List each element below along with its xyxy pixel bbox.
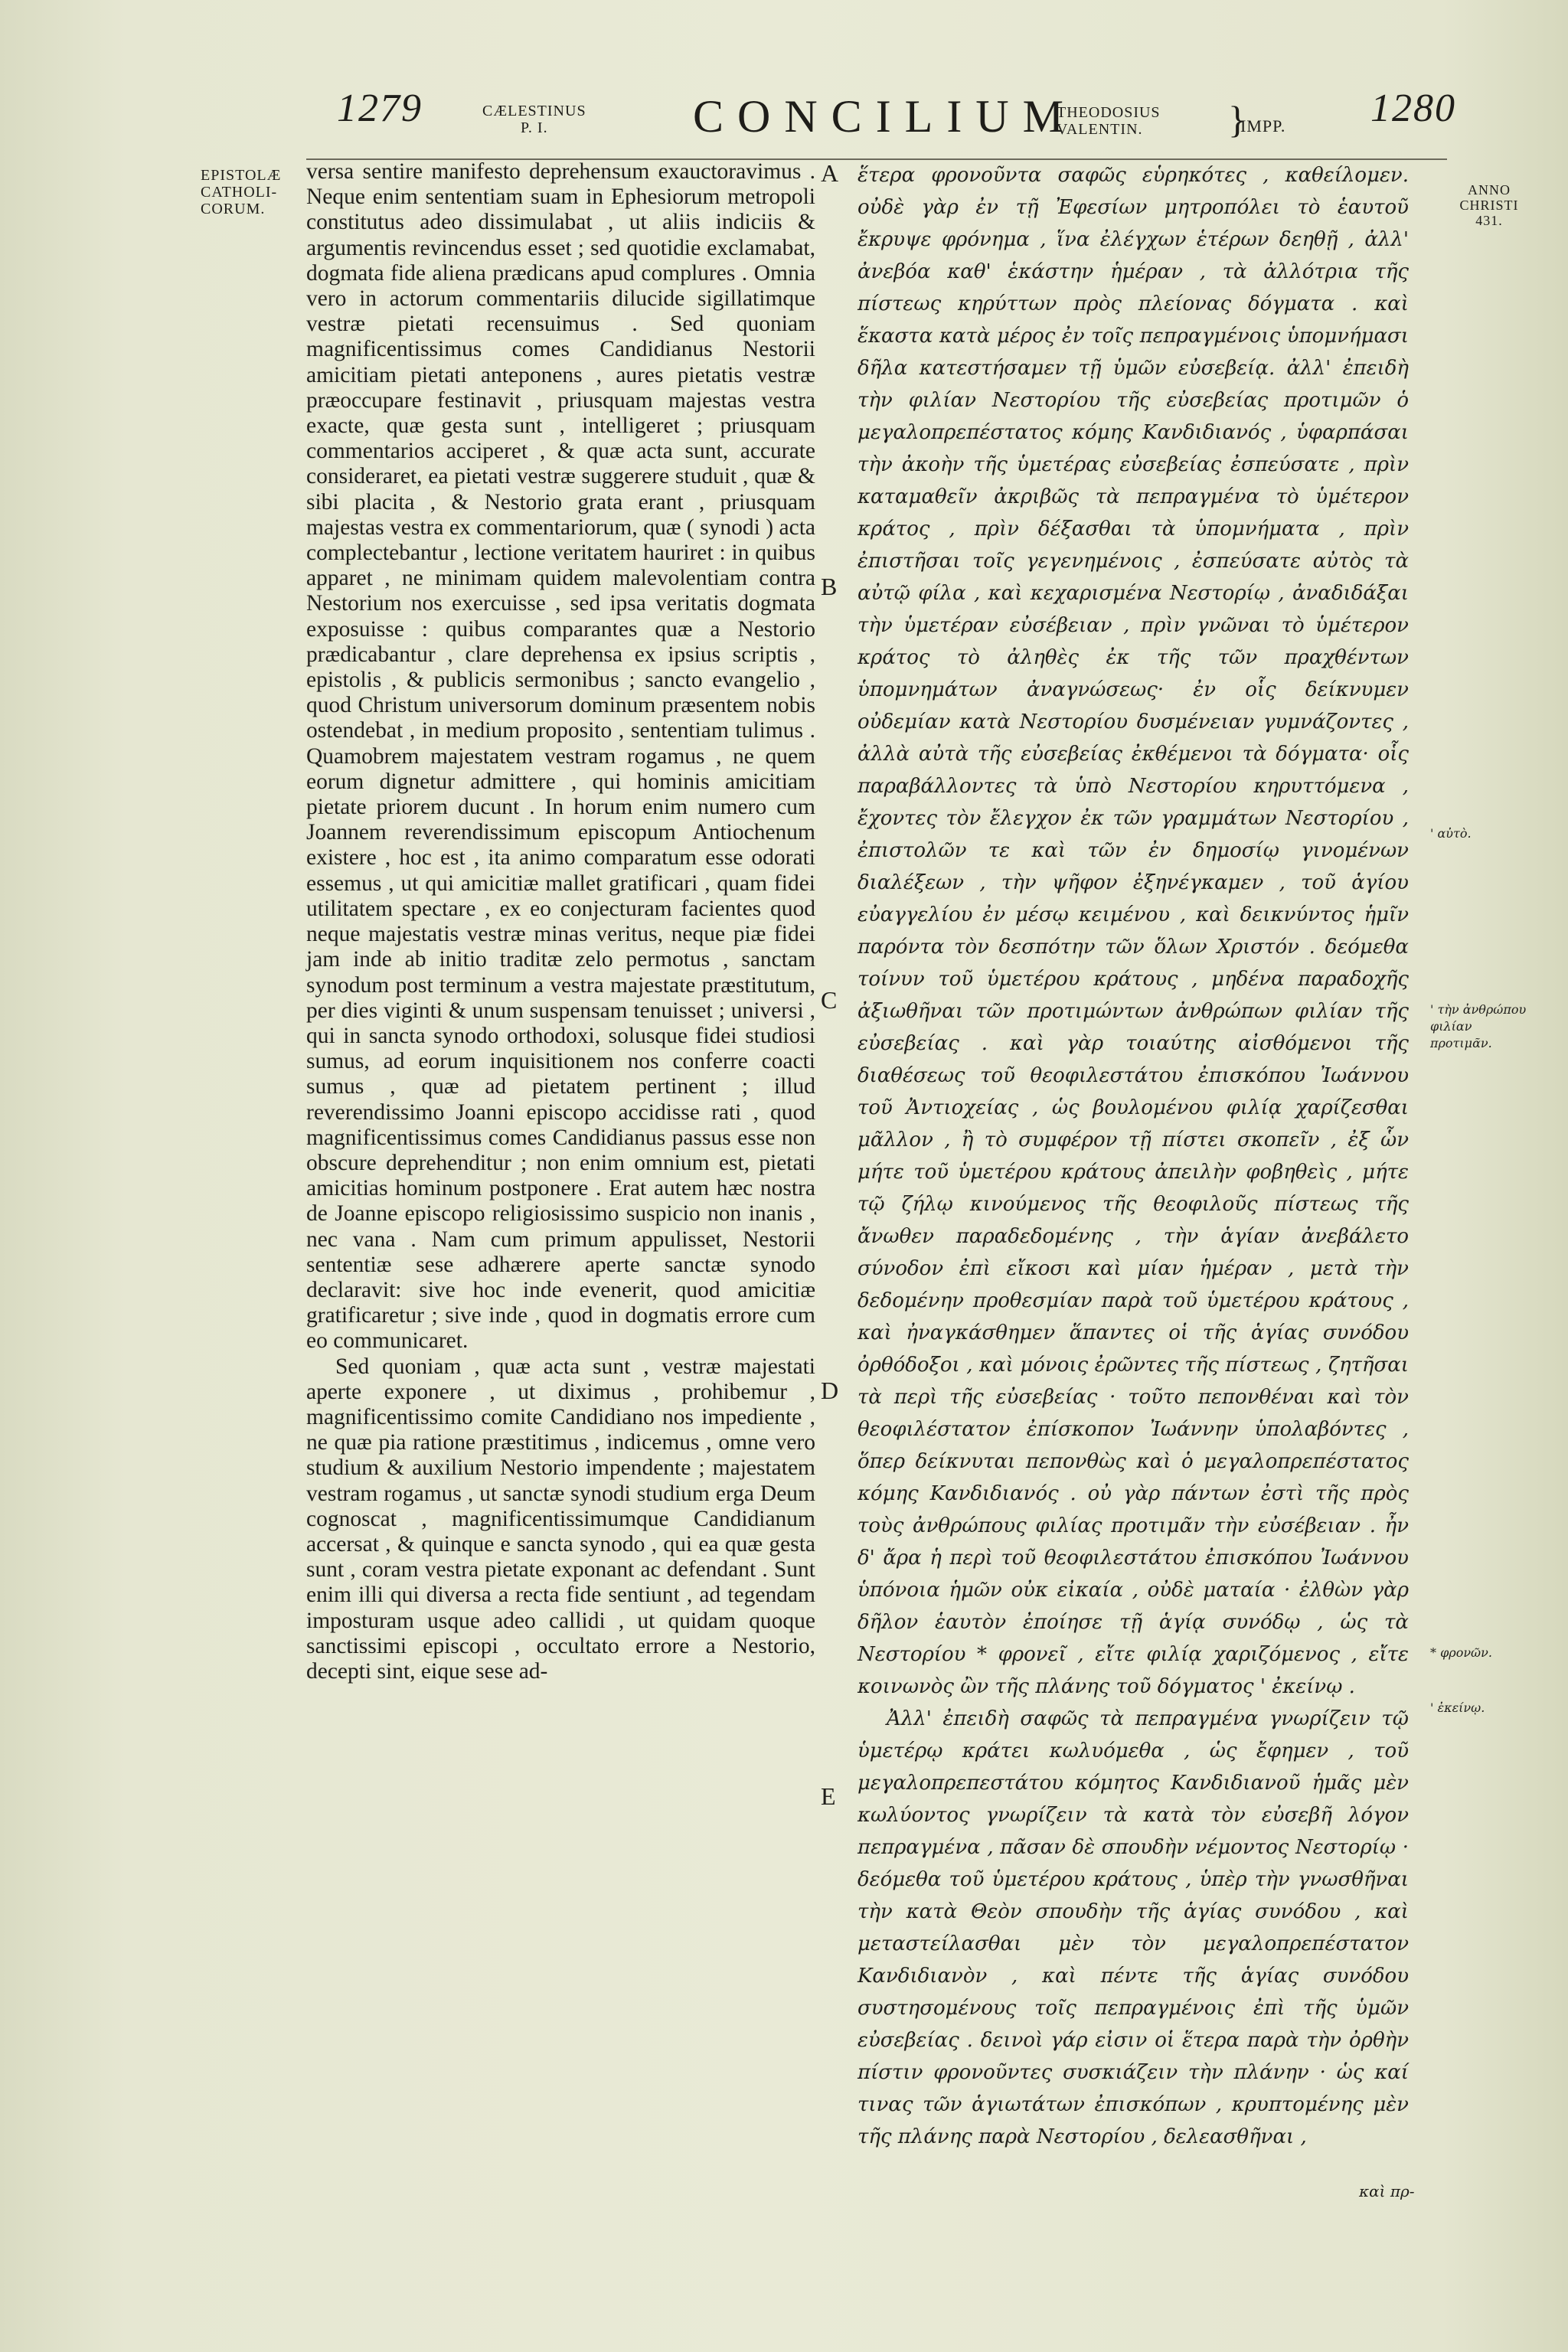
- greek-paragraph: ἕτερα φρονοῦντα σαφῶς εὑρηκότες , καθείλομεν. οὐδὲ γὰρ ἐν τῇ Ἐφεσίων μητροπόλει τὸ ἑαυτοῦ ἔκρυψε φρόνημα , ἵνα ἐλέγχων ἑτέρων δεηθῇ , ἀλλ' ἀνεβόα καθ' ἑκάστην ἡμέραν , τὰ ἀλλότρια τῆς πίστεως κηρύττων πρὸς πλείονας δόγματα . καὶ ἕκαστα κατὰ μέρος ἐν τοῖς πεπραγμένοις ὑπομνήμασι δῆλα κατεστήσαμεν τῇ ὑμῶν εὐσεβείᾳ. ἀλλ' ἐπειδὴ τὴν φιλίαν Νεστορίου τῆς εὐσεβείας προτιμῶν ὁ μεγαλοπρεπέστατος κόμης Κανδιδιανός , ὑφαρπάσαι τὴν ἀκοὴν τῆς ὑμετέρας εὐσεβείας ἐσπεύσατε , πρὶν καταμαθεῖν ἀκριβῶς τὰ πεπραγμένα τὸ ὑμέτερον κράτος , πρὶν δέξασθαι τὰ ὑπομνήματα , πρὶν ἐπιστῆσαι τοῖς γεγενημένοις , ἐσπεύσατε αὐτὸς τὰ αὐτῷ φίλα , καὶ κεχαρισμένα Νεστορίῳ , ἀναδιδάξαι τὴν ὑμετέραν εὐσέβειαν , πρὶν γνῶναι τὸ ὑμέτερον κράτος τὸ ἀληθὲς ἐκ τῆς τῶν πραχθέντων ὑπομνημάτων ἀναγνώσεως· ἐν οἷς δείκνυμεν οὐδεμίαν κατὰ Νεστορίου δυσμένειαν γυμνάζοντες , ἀλλὰ αὐτὰ τῆς εὐσεβείας ἐκθέμενοι τὰ δόγματα· οἷς παραβάλλοντες τὰ ὑπὸ Νεστορίου κηρυττόμενα , ἔχοντες τὸν ἔλεγχον ἐκ τῶν γραμμάτων Νεστορίου , ἐπιστολῶν τε καὶ τῶν ἐν δημοσίῳ γινομένων διαλέξεων , τὴν ψῆφον ἐξηνέγκαμεν , τοῦ ἁγίου εὐαγγελίου ἐν μέσῳ κειμένου , καὶ δεικνύντος ἡμῖν παρόντα τὸν δεσπότην τῶν ὅλων Χριστόν . δεόμεθα τοίνυν τοῦ ὑμετέρου κράτους , μηδένα παραδοχῆς ἀξιωθῆναι τῶν προτιμώντων ἀνθρώπων φιλίαν τῆς εὐσεβείας . καὶ γὰρ τοιαύτης αἰσθόμενοι τῆς διαθέσεως τοῦ θεοφιλεστάτου ἐπισκόπου Ἰωάννου τοῦ Ἀντιοχείας , ὡς βουλομένου φιλίᾳ χαρίζεσθαι μᾶλλον , ἢ τὸ συμφέρον τῇ πίστει σκοπεῖν , ἐξ ὧν μήτε τοῦ ὑμετέρου κράτους ἀπειλὴν φοβηθεὶς , μήτε τῷ ζήλῳ κινούμενος τῆς θεοφιλοῦς πίστεως τῆς ἄνωθεν παραδεδομένης , τὴν ἁγίαν ἀνεβάλετο σύνοδον ἐπὶ εἴκοσι καὶ μίαν ἡμέραν , μετὰ τὴν δεδομένην προθεσμίαν παρὰ τοῦ ὑμετέρου κράτους , καὶ ἠναγκάσθημεν ἅπαντες οἱ τῆς ἁγίας συνόδου ὀρθόδοξοι , καὶ μόνοις ἐρῶντες τῆς πίστεως , ζητῆσαι τὰ περὶ τῆς εὐσεβείας · τοῦτο πεπονθέναι καὶ τὸν θεοφιλέστατον ἐπίσκοπον Ἰωάννην ὑπολαβόντες , ὅπερ δείκνυται πεπονθὼς καὶ ὁ μεγαλοπρεπέστατος κόμης Κανδιδιανός . οὐ γὰρ πάντων ἐστὶ τῆς πρὸς τοὺς ἀνθρώπους φιλίας προτιμᾶν τὴν εὐσέβειαν . ἦν δ' ἄρα ἡ περὶ τοῦ θεοφιλεστάτου ἐπισκόπου Ἰωάννου ὑπόνοια ἡμῶν οὐκ εἰκαία , οὐδὲ ματαία · ἐλθὼν γὰρ δῆλον ἑαυτὸν ἐποίησε τῇ ἁγίᾳ συνόδῳ , ὡς τὰ Νεστορίου * φρονεῖ , εἴτε φιλίᾳ χαριζόμενος , εἴτε κοινωνὸς ὢν τῆς πλάνης τοῦ δόγματος ' ἐκείνῳ .: [858, 164, 1409, 1698]
- section-letter-c: C: [821, 986, 838, 1014]
- greek-column: [858, 159, 1409, 2153]
- latin-paragraph: Sed quoniam , quæ acta sunt , vestræ majestati aperte exponere , ut diximus , prohibemur , magnificentissimo comite Candidiano nos impediente , ne quæ pia ratione præstitimus , indicemus , omne vero studium & auxilium Nestorio impendente ; majestatem vestram rogamus , ut sanctæ synodi studium erga Deum cognoscat , magnificentissimumque Candidianum accersat , & quinque e sancta synodo , qui ea quæ gesta sunt , coram vestra pietate exponant ac defendant . Sunt enim illi qui diversa a recta fide sentiunt , ad tegendam imposturam usque adeo callidi , ut quidam quoque sanctissimi episcopi , occultato errore a Nestorio, decepti sint, eique sese ad-: [306, 1354, 815, 1684]
- section-letter-a: A: [821, 159, 839, 187]
- latin-paragraph: versa sentire manifesto deprehensum exauctoravimus . Neque enim sententiam suam in Ephesiorum metropoli constitutus adeo dissimulabat , ut aliis indiciis & argumentis revincendus esset ; sed quotidie exclamabat, dogmata fide aliena prædicans apud complures . Omnia vero in actorum commentariis dilucide sigillatimque vestræ pietati recensuimus . Sed quoniam magnificentissimus comes Candidianus Nestorii amicitiam pietati anteponens , aures pietatis vestræ præoccupare festinavit , priusquam majestas vestra exacte, quæ gesta sunt , intelligeret ; priusquam commentarios acciperet , & quæ acta sunt, accurate consideraret, ea pietati vestræ suggerere studuit , quæ & sibi placita , & Nestorio grata erant , priusquam majestas vestra ex commentariorum, quæ ( synodi ) acta complectebantur , lectione veritatem hauriret : in quibus apparet , ne minimam quidem malevolentiam contra Nestorium nos exercuisse , sed ipsa veritatis dogmata exposuisse : quibus comparantes quæ a Nestorio prædicabantur , clare deprehensa ex ipsius scriptis , epistolis , & publicis sermonibus ; sancto evangelio , quod Christum universorum dominum præsentem nobis ostendebat , in medium proposito , sententiam tulimus . Quamobrem majestatem vestram rogamus , ne quem eorum dignetur admittere , qui hominis amicitiam pietate priorem ducunt . In horum enim numero cum Joannem reverendissimum episcopum Antiochenum existere , hoc est , ita animo comparatum esse odorati essemus , ut qui amicitiæ mallet gratificari , quam fidei utilitatem spectare , ex eo conjecturam facientes quod neque majestatis vestræ minas veritus, neque piæ fidei jam inde ab initio traditæ zelo permotus , sanctam synodum post terminum a vestra majestate præstitutum, per dies viginti & unum suspensam tenuisset ; universi , qui in sancta synodo orthodoxi, solusque fidei studiosi sumus, ad eorum inquisitionem nos conferre coacti sumus , quæ ad pietatem pertinent ; illud reverendissimo Joanni episcopo accidisse rati , quod magnificentissimus comes Candidianus passus esse non obscure deprehenditur ; non enim omnium est, pietati amicitias hominum postponere . Erat autem hæc nostra de Joanne episcopo religiosissimo suspicio non inanis , nec vana . Nam cum primum appulisset, Nestorii sententiæ sese adhærere aperte sanctæ synodo declaravit: sive hoc inde evenerit, quod amicitiæ gratificaretur ; sive inde , quod in dogmatis errore cum eo communicaret.: [306, 159, 815, 1354]
- section-letter-e: E: [821, 1782, 836, 1810]
- variant-note: * φρονῶν.: [1430, 1645, 1492, 1660]
- emperor-1: THEODOSIUS: [1057, 104, 1161, 121]
- margin-left-line: CATHOLI-: [201, 184, 278, 201]
- pope-name: CÆLESTINUS: [482, 103, 586, 119]
- emperor-2: VALENTIN.: [1057, 121, 1143, 138]
- section-letter-d: D: [821, 1377, 839, 1404]
- latin-column: [306, 159, 815, 1684]
- impp-label: IMPP.: [1240, 116, 1286, 136]
- year-label: 431.: [1475, 213, 1503, 228]
- greek-paragraph: Ἀλλ' ἐπειδὴ σαφῶς τὰ πεπραγμένα γνωρίζειν τῷ ὑμετέρῳ κράτει κωλυόμεθα , ὡς ἔφημεν , τοῦ μεγαλοπρεπεστάτου κόμητος Κανδιδιανοῦ ἡμᾶς μὲν κωλύοντος γνωρίζειν τὰ κατὰ τὸν εὐσεβῆ λόγον πεπραγμένα , πᾶσαν δὲ σπουδὴν νέμοντος Νεστορίῳ · δεόμεθα τοῦ ὑμετέρου κράτους , ὑπὲρ τὴν γνωσθῆναι τὴν κατὰ Θεὸν σπουδὴν τῆς ἁγίας συνόδου , καὶ μεταστείλασθαι μὲν τὸν μεγαλοπρεπέστατον Κανδιδιανὸν , καὶ πέντε τῆς ἁγίας συνόδου συστησομένους τοῖς πεπραγμένοις ἐπὶ τῆς ὑμῶν εὐσεβείας . δεινοὶ γάρ εἰσιν οἱ ἕτερα παρὰ τὴν ὀρθὴν πίστιν φρονοῦντες συσκιάζειν τὴν πλάνην · ὡς καί τινας τῶν ἁγιωτάτων ἐπισκόπων , κρυπτομένης μὲν τῆς πλάνης παρὰ Νεστορίου , δελεασθῆναι ,: [858, 1707, 1409, 2148]
- margin-left-line: CORUM.: [201, 201, 266, 217]
- anno-label: ANNO: [1468, 182, 1511, 198]
- variant-note: ' ἐκείνῳ.: [1430, 1700, 1485, 1715]
- brace-glyph: }: [1228, 98, 1246, 141]
- left-margin-note: [201, 167, 308, 217]
- right-margin-year: [1439, 182, 1539, 228]
- christi-label: CHRISTI: [1459, 198, 1519, 213]
- pope-label: [482, 103, 586, 136]
- variant-note: ' αὐτὸ.: [1430, 826, 1472, 841]
- running-header: [0, 84, 1568, 161]
- section-letter-b: B: [821, 573, 838, 600]
- pope-number: P. I.: [521, 119, 548, 136]
- variant-note: ' τὴν ἀνθρώπου φιλίαν προτιμᾶν.: [1430, 1002, 1527, 1050]
- margin-left-line: EPISTOLÆ: [201, 167, 282, 184]
- catchword: καὶ πρ-: [1359, 2182, 1415, 2200]
- running-title: CONCILIUM: [693, 91, 1077, 142]
- page-number-right: 1280: [1370, 87, 1456, 130]
- emperors-label: [1057, 104, 1161, 138]
- page-number-left: 1279: [337, 87, 423, 130]
